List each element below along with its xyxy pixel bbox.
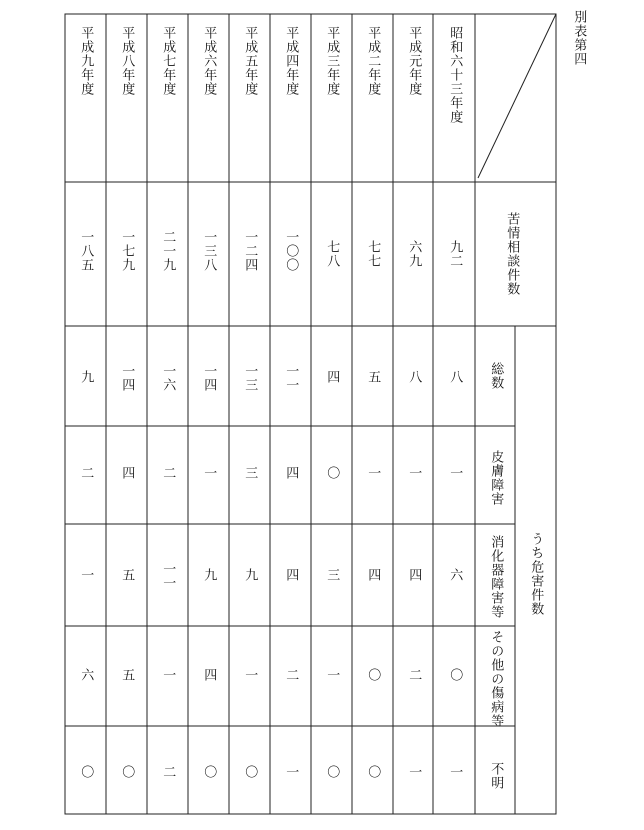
cell-skin: 二: [160, 466, 176, 480]
cell-digestive: 六: [447, 568, 463, 582]
cell-total: 九: [78, 370, 94, 384]
cell-unknown: 〇: [242, 765, 258, 779]
cell-total: 八: [406, 370, 422, 384]
cell-consultations: 七七: [365, 240, 381, 268]
year-header: 平成元年度: [406, 26, 422, 96]
cell-consultations: 一三八: [201, 230, 217, 272]
cell-total: 五: [365, 370, 381, 384]
cell-digestive: 九: [201, 568, 217, 582]
year-header: 平成三年度: [324, 26, 340, 96]
year-header: 平成九年度: [78, 26, 94, 96]
year-header: 平成四年度: [283, 26, 299, 96]
cell-other: 〇: [447, 668, 463, 682]
cell-digestive: 四: [283, 568, 299, 582]
cell-other: 五: [119, 668, 135, 682]
header-unknown: 不明: [488, 762, 504, 790]
cell-consultations: 七八: [324, 240, 340, 268]
cell-skin: 一: [201, 466, 217, 480]
cell-skin: 四: [119, 466, 135, 480]
cell-other: 一: [242, 668, 258, 682]
header-digestive: 消化器障害等: [488, 535, 504, 619]
header-total: 総数: [488, 362, 504, 390]
cell-skin: 四: [283, 466, 299, 480]
cell-consultations: 一七九: [119, 230, 135, 272]
cell-unknown: 〇: [365, 765, 381, 779]
cell-total: 四: [324, 370, 340, 384]
cell-unknown: 一: [447, 765, 463, 779]
cell-unknown: 二: [160, 765, 176, 779]
cell-consultations: 一八五: [78, 230, 94, 272]
cell-unknown: 〇: [324, 765, 340, 779]
cell-total: 一三: [242, 364, 258, 392]
cell-consultations: 九二: [447, 240, 463, 268]
cell-skin: 〇: [324, 466, 340, 480]
year-header: 平成八年度: [119, 26, 135, 96]
header-hazard-group: うち危害件数: [528, 532, 544, 616]
doc-label: 別表第四: [571, 10, 587, 66]
cell-other: 二: [406, 668, 422, 682]
year-header: 平成二年度: [365, 26, 381, 96]
cell-consultations: 六九: [406, 240, 422, 268]
year-header: 平成六年度: [201, 26, 217, 96]
cell-digestive: 四: [406, 568, 422, 582]
cell-total: 一一: [283, 364, 299, 392]
cell-digestive: 四: [365, 568, 381, 582]
cell-skin: 一: [447, 466, 463, 480]
cell-digestive: 五: [119, 568, 135, 582]
year-header: 平成五年度: [242, 26, 258, 96]
cell-total: 八: [447, 370, 463, 384]
cell-other: 四: [201, 668, 217, 682]
cell-digestive: 一: [78, 568, 94, 582]
cell-unknown: 〇: [78, 765, 94, 779]
cell-total: 一四: [119, 364, 135, 392]
cell-other: 一: [160, 668, 176, 682]
header-other: その他の傷病等: [488, 630, 504, 728]
header-consultations: 苦情相談件数: [504, 212, 520, 296]
year-header: 平成七年度: [160, 26, 176, 96]
cell-total: 一六: [160, 364, 176, 392]
cell-consultations: 一二四: [242, 230, 258, 272]
cell-unknown: 〇: [201, 765, 217, 779]
cell-other: 一: [324, 668, 340, 682]
cell-consultations: 二一九: [160, 230, 176, 272]
header-skin: 皮膚障害: [488, 450, 504, 506]
cell-skin: 二: [78, 466, 94, 480]
cell-unknown: 一: [406, 765, 422, 779]
cell-unknown: 〇: [119, 765, 135, 779]
cell-skin: 三: [242, 466, 258, 480]
cell-total: 一四: [201, 364, 217, 392]
cell-consultations: 一〇〇: [283, 230, 299, 272]
cell-digestive: 一一: [160, 562, 176, 590]
year-header: 昭和六十三年度: [447, 26, 463, 124]
cell-other: 二: [283, 668, 299, 682]
cell-other: 〇: [365, 668, 381, 682]
cell-digestive: 三: [324, 568, 340, 582]
cell-unknown: 一: [283, 765, 299, 779]
corner-diagonal: [478, 14, 556, 178]
cell-other: 六: [78, 668, 94, 682]
cell-skin: 一: [365, 466, 381, 480]
cell-skin: 一: [406, 466, 422, 480]
cell-digestive: 九: [242, 568, 258, 582]
